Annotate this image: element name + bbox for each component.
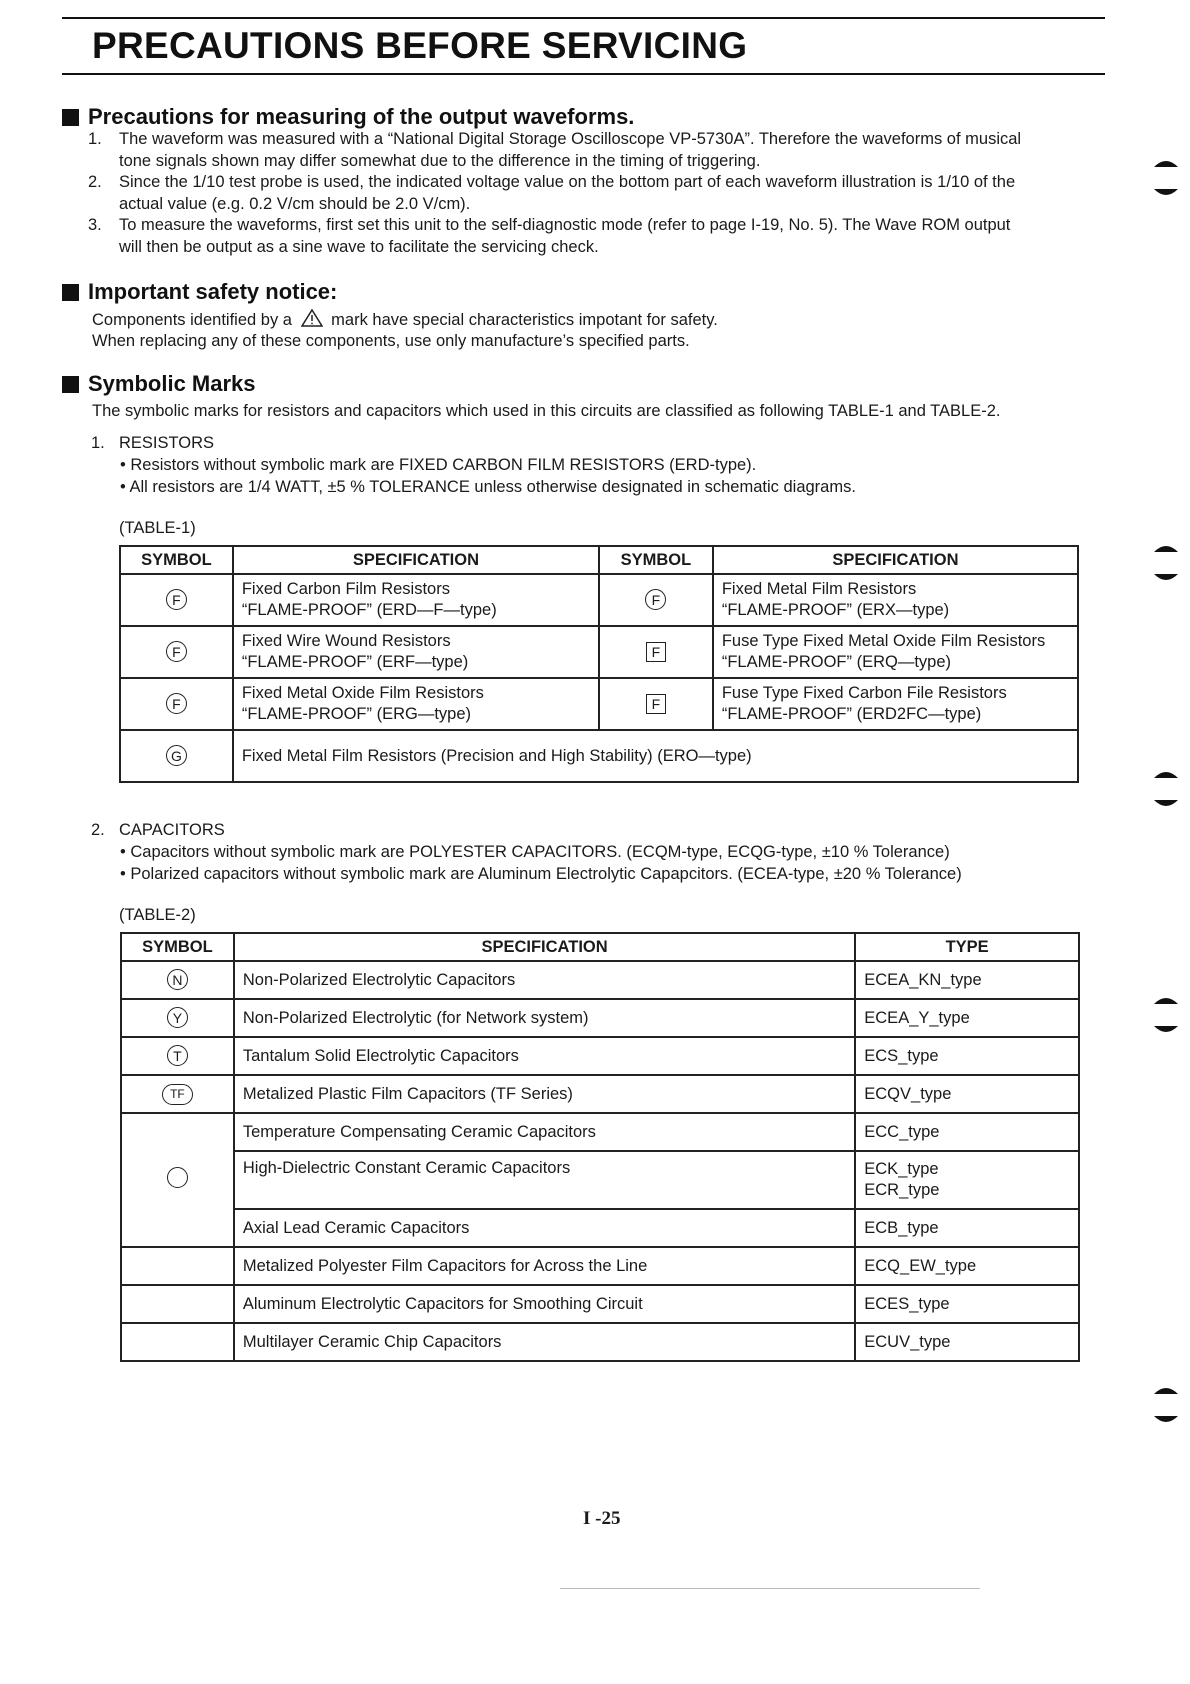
section-heading-text: Important safety notice: [88,279,338,304]
safety-notice-line-1: Components identified by a mark have special characteristics impotant for safety. [92,311,718,329]
column-header: SPECIFICATION [233,546,599,574]
table-row: TF Metalized Plastic Film Capacitors (TF Series) ECQV_type [121,1075,1079,1113]
resistors-number: 1. [91,434,105,452]
binding-hole-mark-icon [1150,764,1182,814]
section-heading-symbolic-marks [62,371,256,397]
table-row: Y Non-Polarized Electrolytic (for Network system) ECEA_Y_type [121,999,1079,1037]
resistors-title: RESISTORS [119,434,215,452]
circled-f-symbol: F [166,589,187,610]
table-2-label: (TABLE-2) [119,906,196,924]
resistors-bullet-1: • Resistors without symbolic mark are FIXED CARBON FILM RESISTORS (ERD-type). [120,456,757,474]
column-header: SYMBOL [121,933,234,961]
section-heading-waveforms [62,104,634,130]
footer-scan-line [560,1588,980,1589]
capacitors-bullet-1: • Capacitors without symbolic mark are POLYESTER CAPACITORS. (ECQM-type, ECQG-type, ±10 % Tolerance) [120,843,950,861]
section-heading-safety [62,279,337,305]
table-header-row [120,546,1078,574]
table-row: Aluminum Electrolytic Capacitors for Smoothing Circuit ECES_type [121,1285,1079,1323]
table-row: F Fixed Wire Wound Resistors “FLAME-PROOF” (ERF—type) F Fuse Type Fixed Metal Oxide Film Resistors “FLAME-PROOF” (ERQ—type) [120,626,1078,678]
table-row: Multilayer Ceramic Chip Capacitors ECUV_type [121,1323,1079,1361]
circled-g-symbol: G [166,745,187,766]
binding-hole-mark-icon [1150,1380,1182,1430]
circled-y-symbol: Y [167,1007,188,1028]
table-row: N Non-Polarized Electrolytic Capacitors ECEA_KN_type [121,961,1079,999]
open-circle-symbol [167,1167,188,1188]
table-row: High-Dielectric Constant Ceramic Capacitors ECK_type ECR_type [121,1151,1079,1209]
capacitors-number: 2. [91,821,105,839]
table-row: T Tantalum Solid Electrolytic Capacitors ECS_type [121,1037,1079,1075]
column-header: SPECIFICATION [713,546,1078,574]
column-header: SYMBOL [120,546,233,574]
boxed-f-symbol: F [646,694,666,714]
symbolic-marks-intro: The symbolic marks for resistors and capacitors which used in this circuits are classified as following TABLE-1 and TABLE-2. [92,402,1001,420]
capacitors-title: CAPACITORS [119,821,225,839]
list-item: 3. To measure the waveforms, first set this unit to the self-diagnostic mode (refer to page I-19, No. 5). The Wave ROM output will then be output as a sine wave to facilitate the servicing check. [88,216,1011,256]
binding-hole-mark-icon [1150,153,1182,203]
table-row: F Fixed Metal Oxide Film Resistors “FLAME-PROOF” (ERG—type) F Fuse Type Fixed Carbon File Resistors “FLAME-PROOF” (ERD2FC—type) [120,678,1078,730]
table-row: G Fixed Metal Film Resistors (Precision and High Stability) (ERO—type) [120,730,1078,782]
circled-t-symbol: T [167,1045,188,1066]
page-number: I -25 [583,1508,621,1529]
table-row: Axial Lead Ceramic Capacitors ECB_type [121,1209,1079,1247]
safety-notice-line-2: When replacing any of these components, use only manufacture’s specified parts. [92,332,690,350]
capacitors-bullet-2: • Polarized capacitors without symbolic mark are Aluminum Electrolytic Capapcitors. (ECEA-type, ±20 % Tolerance) [120,865,962,883]
table-1-label: (TABLE-1) [119,519,196,537]
resistor-symbol-table [119,545,1079,783]
circled-n-symbol: N [167,969,188,990]
square-bullet-icon [62,284,79,301]
list-item: 1. The waveform was measured with a “National Digital Storage Oscilloscope VP-5730A”. Therefore the waveforms of musical tone signals shown may differ somewhat due to the difference in the timing of triggering. [88,130,1022,170]
resistors-bullet-2: • All resistors are 1/4 WATT, ±5 % TOLERANCE unless otherwise designated in schematic diagrams. [120,478,856,496]
square-bullet-icon [62,109,79,126]
circled-f-symbol: F [645,589,666,610]
square-bullet-icon [62,376,79,393]
column-header: SPECIFICATION [234,933,855,961]
boxed-f-symbol: F [646,642,666,662]
circled-f-symbol: F [166,641,187,662]
table-row: Metalized Polyester Film Capacitors for Across the Line ECQ_EW_type [121,1247,1079,1285]
capacitor-symbol-table [120,932,1080,1362]
circled-f-symbol: F [166,693,187,714]
header-bottom-rule [62,73,1105,75]
warning-triangle-icon [301,309,323,327]
header-top-rule [62,17,1105,19]
table-header-row [121,933,1079,961]
column-header: TYPE [855,933,1079,961]
section-heading-text: Symbolic Marks [88,371,256,396]
column-header: SYMBOL [599,546,713,574]
table-row: Temperature Compensating Ceramic Capacitors ECC_type [121,1113,1079,1151]
circled-tf-symbol: TF [162,1084,193,1105]
waveform-precautions-list [88,129,1108,258]
table-row: F Fixed Carbon Film Resistors “FLAME-PROOF” (ERD—F—type) F Fixed Metal Film Resistors “FLAME-PROOF” (ERX—type) [120,574,1078,626]
page-title: PRECAUTIONS BEFORE SERVICING [92,25,748,66]
section-heading-text: Precautions for measuring of the output waveforms. [88,104,635,129]
binding-hole-mark-icon [1150,990,1182,1040]
list-item: 2. Since the 1/10 test probe is used, the indicated voltage value on the bottom part of each waveform illustration is 1/10 of the actual value (e.g. 0.2 V/cm should be 2.0 V/cm). [88,173,1016,213]
binding-hole-mark-icon [1150,538,1182,588]
